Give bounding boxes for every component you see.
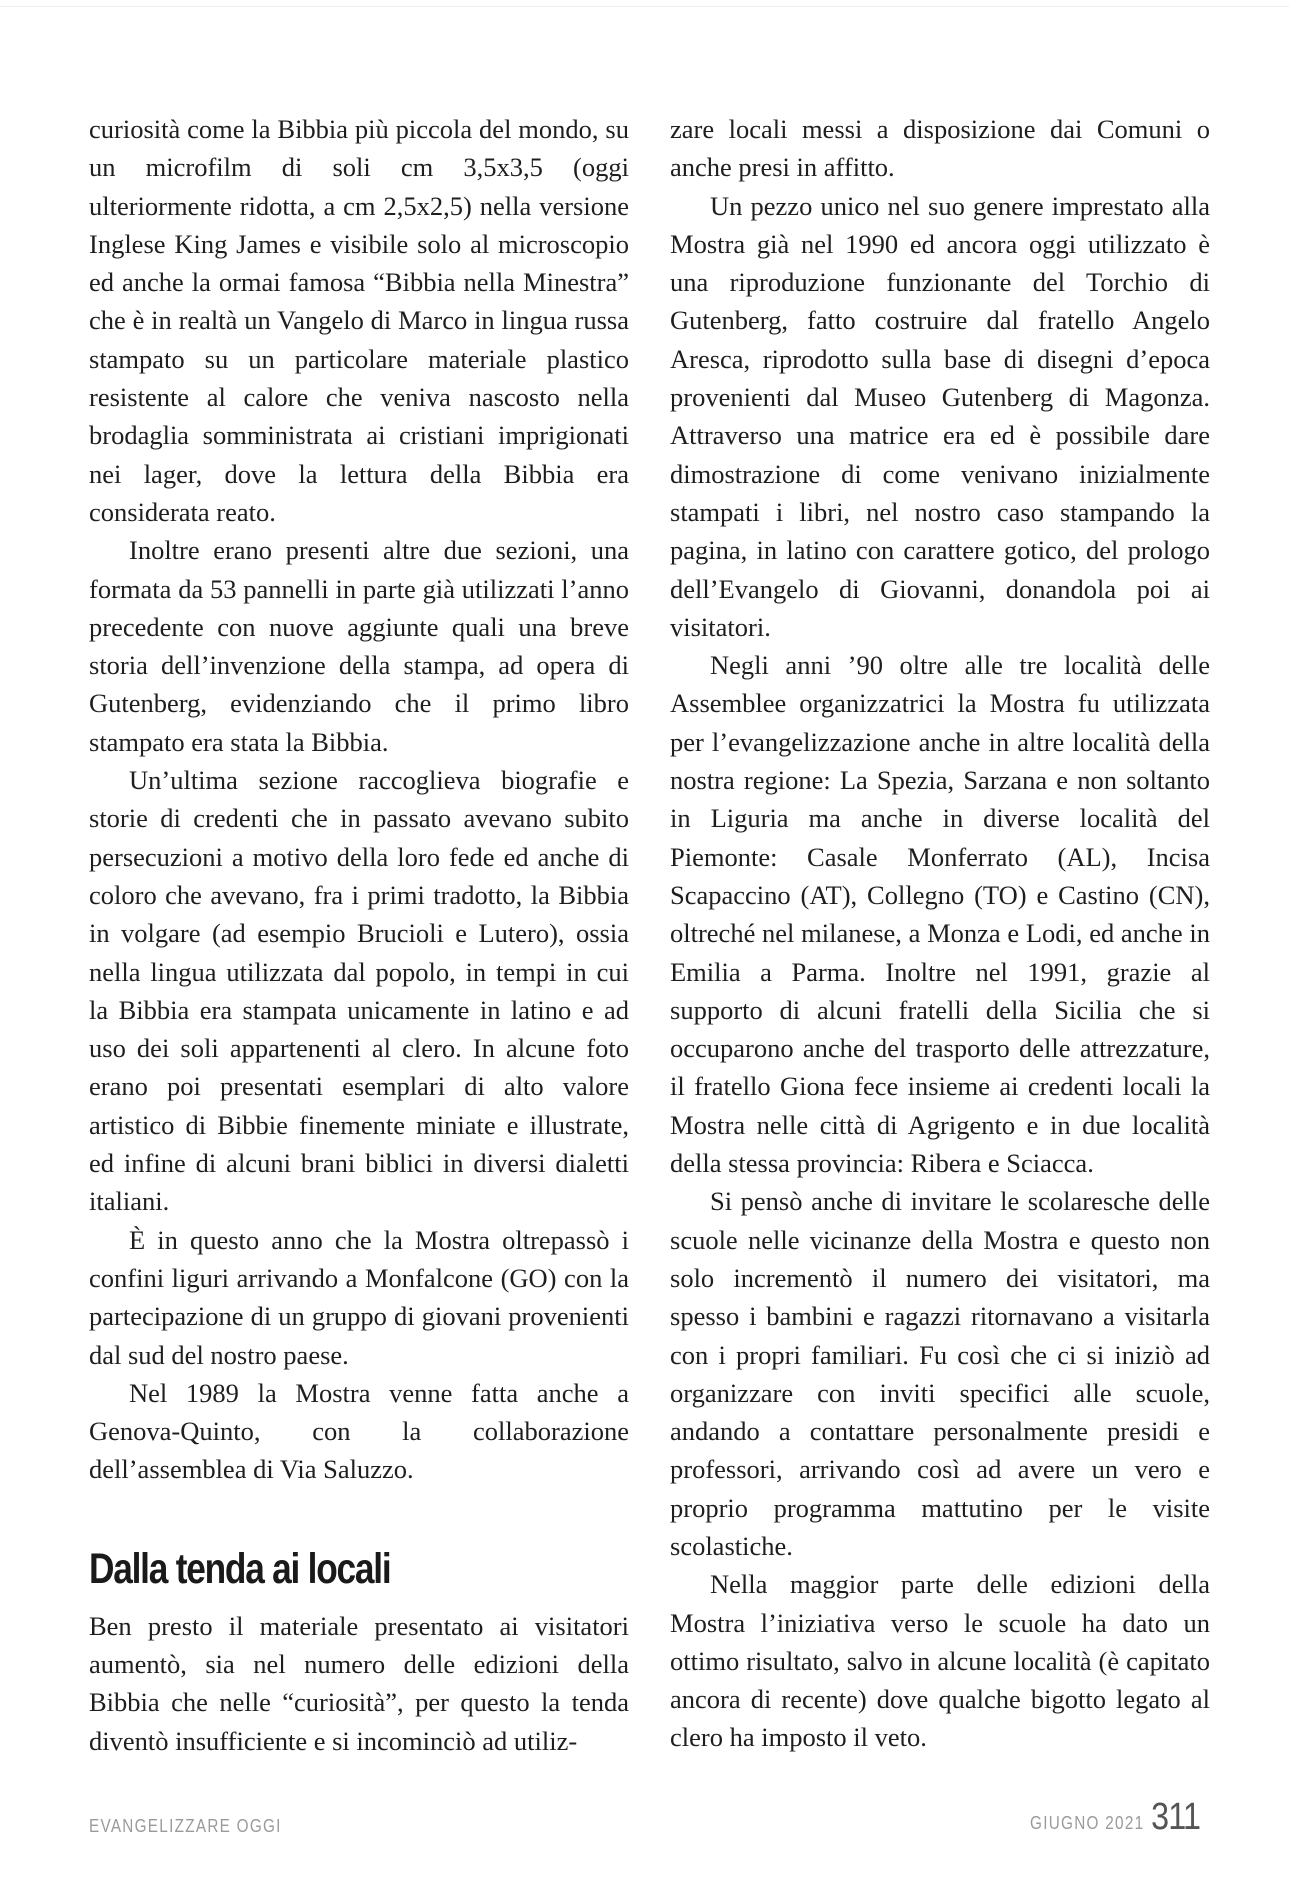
paragraph: zare locali messi a disposizione dai Comuni o anche presi in affitto. xyxy=(670,114,1210,183)
paragraph: È in questo anno che la Mostra oltrepassò i confini liguri arrivando a Monfalcone (GO) con la partecipazione di un gruppo di giovani provenienti dal sud del nostro paese. xyxy=(89,1224,629,1370)
page-number: 311 xyxy=(1151,1796,1200,1838)
paragraph: Un pezzo unico nel suo genere imprestato alla Mostra già nel 1990 ed ancora oggi utilizzato è una riproduzione funzionante del Torchio di Gutenberg, fatto costruire dal fratello Angelo Aresca, riprodotto sulla base di disegni d’epoca provenienti dal Museo Gutenberg di Magonza. Attraverso una matrice era ed è possibile dare dimostrazione di come venivano inizialmente stampati i libri, nel nostro caso stampando la pagina, in latino con carattere gotico, del prologo dell’Evangelo di Giovanni, donandola poi ai visitatori. xyxy=(670,190,1210,642)
paragraph: curiosità come la Bibbia più piccola del mondo, su un microfilm di soli cm 3,5x3,5 (oggi ulteriormente ridotta, a cm 2,5x2,5) nella versione Inglese King James e visibile solo al microscopio ed anche la ormai famosa “Bibbia nella Minestra” che è in realtà un Vangelo di Marco in lingua russa stampato su un particolare materiale plastico resistente al calore che veniva nascosto nella brodaglia somministrata ai cristiani imprigionati nei lager, dove la lettura della Bibbia era considerata reato. xyxy=(89,114,629,527)
issue-date: GIUGNO 2021 xyxy=(1029,1813,1145,1833)
paragraph: Nella maggior parte delle edizioni della Mostra l’iniziativa verso le scuole ha dato un ottimo risultato, salvo in alcune località (è capitato ancora di recente) dove qualche bigotto legato al clero ha imposto il veto. xyxy=(670,1569,1210,1753)
top-edge-line xyxy=(0,6,1289,7)
paragraph: Negli anni ’90 oltre alle tre località delle Assemblee organizzatrici la Mostra fu utilizzata per l’evangelizzazione anche in altre località della nostra regione: La Spezia, Sarzana e non soltanto in Liguria ma anche in diverse località del Piemonte: Casale Monferrato (AL), Incisa Scapaccino (AT), Collegno (TO) e Castino (CN), oltreché nel milanese, a Monza e Lodi, ed anche in Emilia a Parma. Inoltre nel 1991, grazie al supporto di alcuni fratelli della Sicilia che si occuparono anche del trasporto delle attrezzature, il fratello Giona fece insieme ai credenti locali la Mostra nelle città di Agrigento e in due località della stessa provincia: Ribera e Sciacca. xyxy=(670,650,1210,1179)
paragraph: Nel 1989 la Mostra venne fatta anche a Genova-Quinto, con la collaborazione dell’assemblea di Via Saluzzo. xyxy=(89,1377,629,1485)
section-heading: Dalla tenda ai locali xyxy=(89,1544,391,1593)
paragraph: Si pensò anche di invitare le scolaresche delle scuole nelle vicinanze della Mostra e questo non solo incrementò il numero dei visitatori, ma spesso i bambini e ragazzi ritornavano a visitarla con i propri familiari. Fu così che ci si iniziò ad organizzare con inviti specifici alle scuole, andando a contattare personalmente presidi e professori, arrivando così ad avere un vero e proprio programma mattutino per le visite scolastiche. xyxy=(670,1186,1210,1561)
page-footer-info xyxy=(1030,1796,1200,1839)
left-column xyxy=(89,110,629,1760)
paragraph: Un’ultima sezione raccoglieva biografie e storie di credenti che in passato avevano subito persecuzioni a motivo della loro fede ed anche di coloro che avevano, fra i primi tradotto, la Bibbia in volgare (ad esempio Brucioli e Lutero), ossia nella lingua utilizzata dal popolo, in tempi in cui la Bibbia era stampata unicamente in latino e ad uso dei soli appartenenti al clero. In alcune foto erano poi presentati esemplari di alto valore artistico di Bibbie finemente miniate e illustrate, ed infine di alcuni brani biblici in diversi dialetti italiani. xyxy=(89,765,629,1217)
paragraph: Inoltre erano presenti altre due sezioni, una formata da 53 pannelli in parte già utilizzati l’anno precedente con nuove aggiunte quali una breve storia dell’invenzione della stampa, ad opera di Gutenberg, evidenziando che il primo libro stampato era stata la Bibbia. xyxy=(89,535,629,757)
publication-name: EVANGELIZZARE OGGI xyxy=(89,1816,282,1836)
paragraph: Ben presto il materiale presentato ai visitatori aumentò, sia nel numero delle edizioni della Bibbia che nelle “curiosità”, per questo la tenda diventò insufficiente e si incominciò ad utiliz- xyxy=(89,1610,629,1756)
right-column xyxy=(670,110,1210,1757)
